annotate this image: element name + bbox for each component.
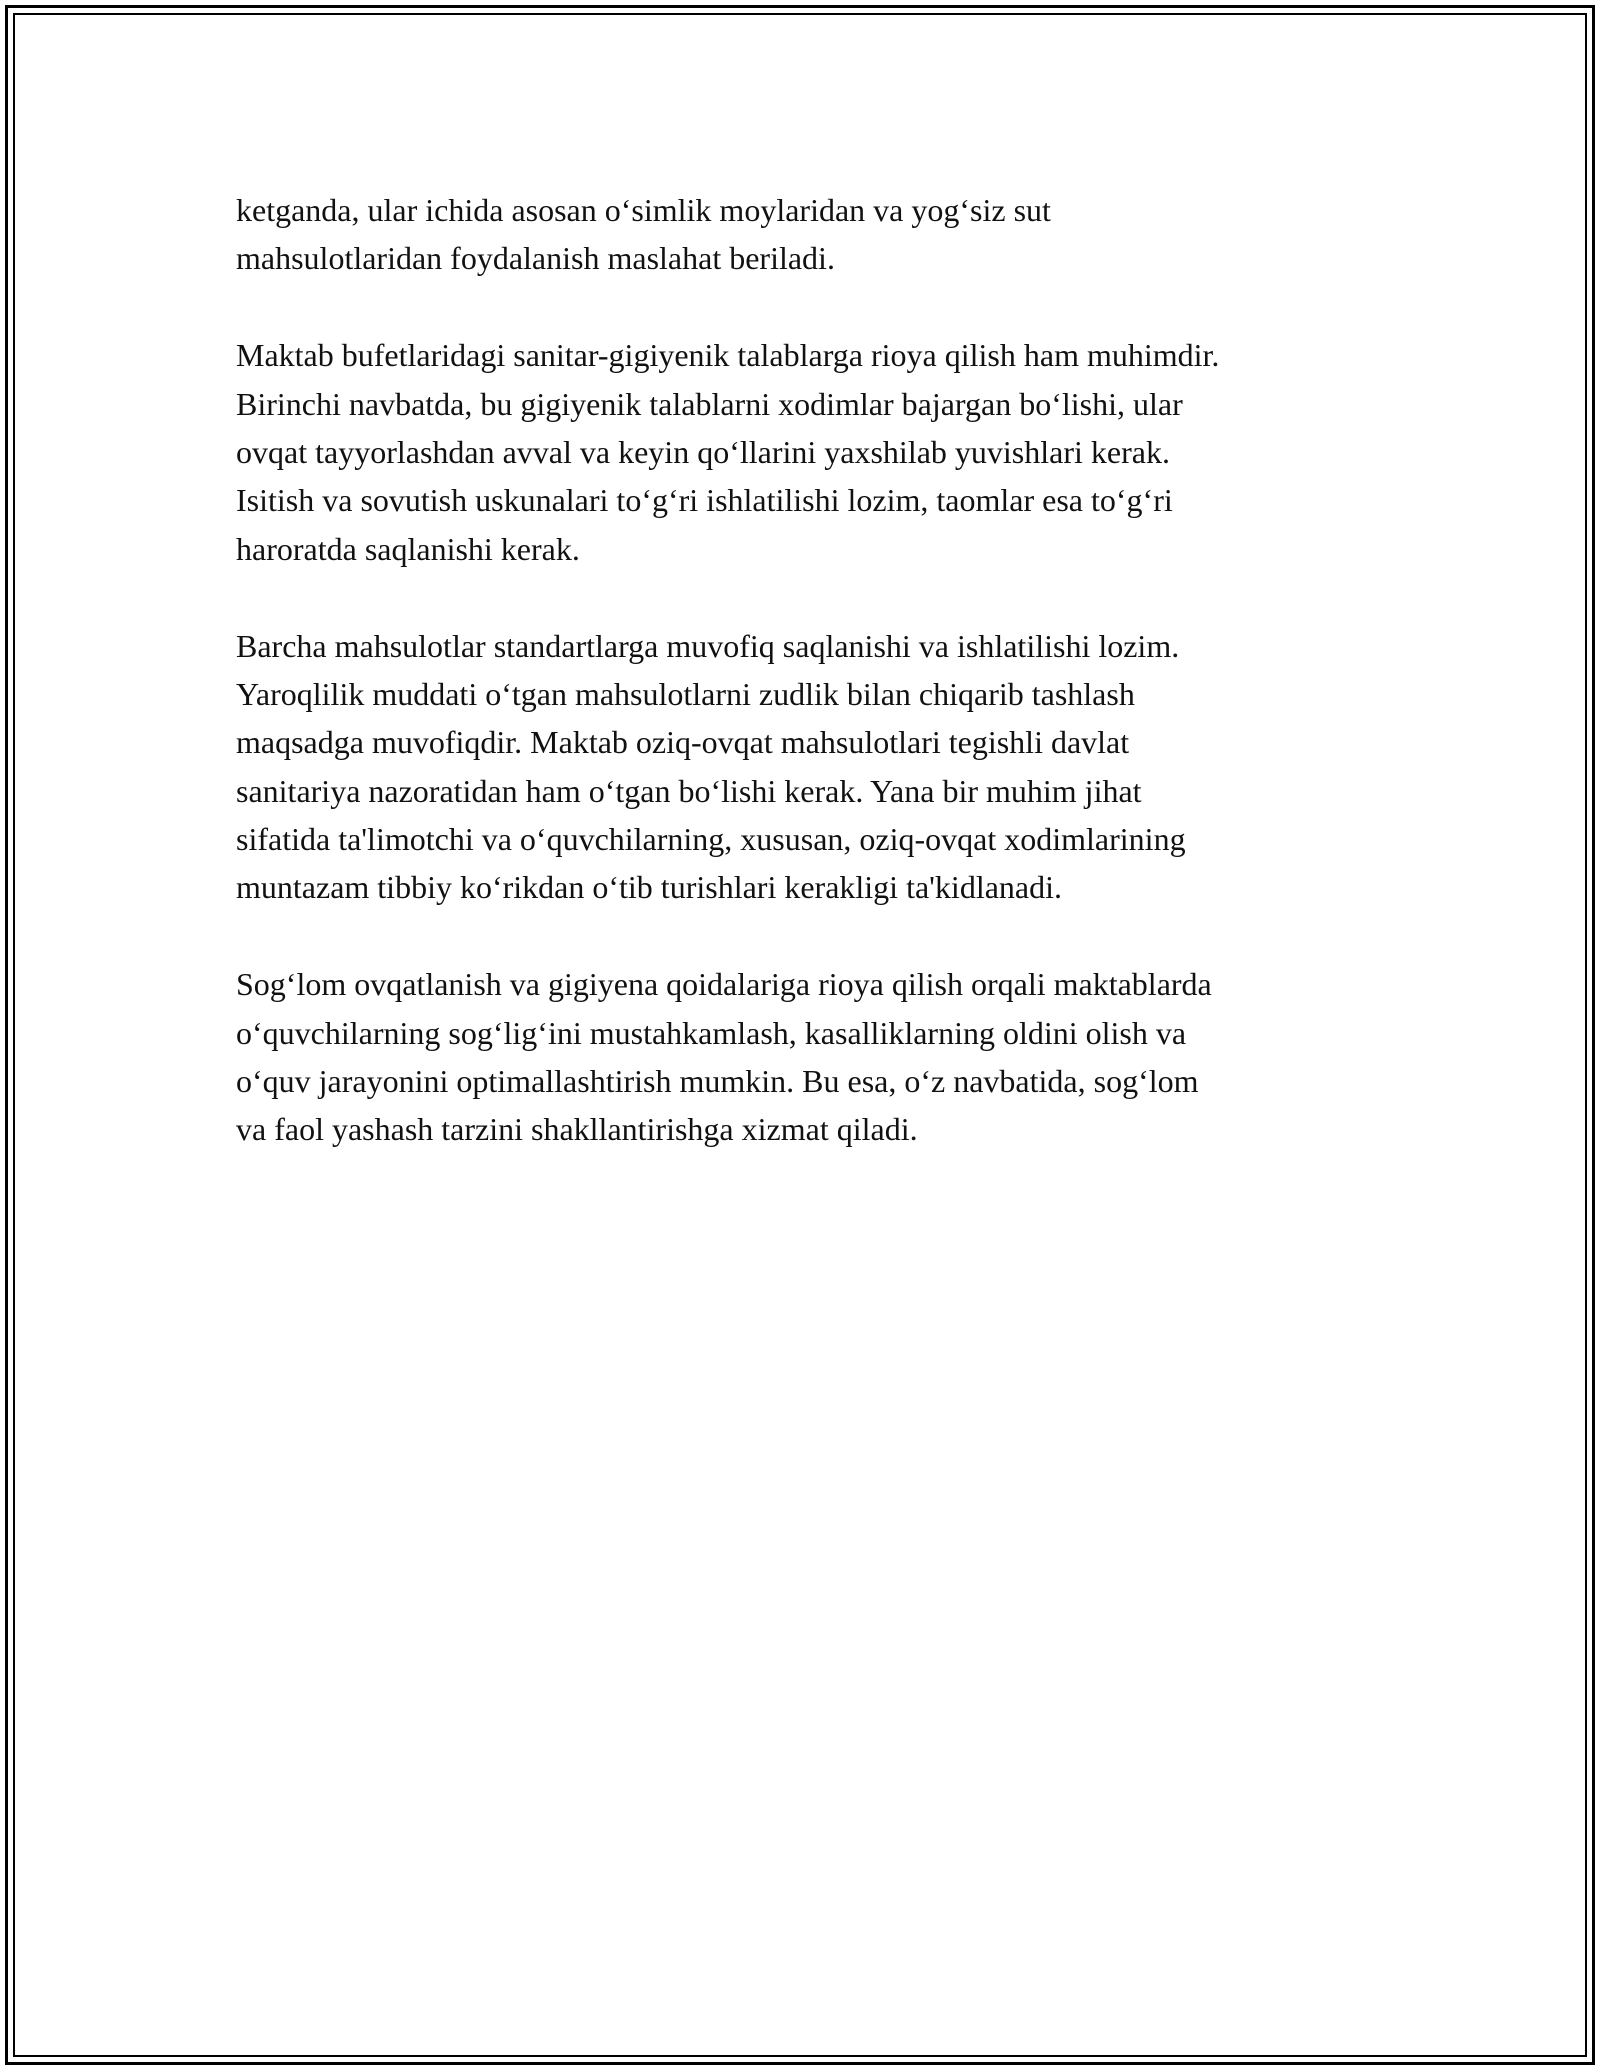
text-line: Birinchi navbatda, bu gigiyenik talablarni xodimlar bajargan bo‘lishi, ular bbox=[236, 385, 1183, 422]
paragraph-4 bbox=[236, 960, 1426, 1154]
text-line: haroratda saqlanishi kerak. bbox=[236, 530, 580, 567]
paragraph-2 bbox=[236, 331, 1426, 573]
text-line: Maktab bufetlaridagi sanitar-gigiyenik talablarga rioya qilish ham muhimdir. bbox=[236, 337, 1220, 374]
paragraph-1 bbox=[236, 186, 1426, 283]
text-line: maqsadga muvofiqdir. Maktab oziq-ovqat mahsulotlari tegishli davlat bbox=[236, 724, 1130, 761]
text-line: Isitish va sovutish uskunalari to‘g‘ri ishlatilishi lozim, taomlar esa to‘g‘ri bbox=[236, 482, 1173, 519]
document-body bbox=[236, 186, 1426, 1154]
text-line: o‘quvchilarning sog‘lig‘ini mustahkamlash, kasalliklarning oldini olish va bbox=[236, 1014, 1187, 1051]
text-line: ketganda, ular ichida asosan o‘simlik moylaridan va yog‘siz sut bbox=[236, 192, 1051, 228]
text-line: Sog‘lom ovqatlanish va gigiyena qoidalariga rioya qilish orqali maktablarda bbox=[236, 966, 1212, 1003]
text-line: sifatida ta'limotchi va o‘quvchilarning, xususan, oziq-ovqat xodimlarining bbox=[236, 821, 1186, 858]
text-line: o‘quv jarayonini optimallashtirish mumkin. Bu esa, o‘z navbatida, sog‘lom bbox=[236, 1063, 1199, 1100]
text-line: ovqat tayyorlashdan avval va keyin qo‘llarini yaxshilab yuvishlari kerak. bbox=[236, 433, 1170, 470]
text-line: mahsulotlaridan foydalanish maslahat beriladi. bbox=[236, 240, 835, 277]
text-line: sanitariya nazoratidan ham o‘tgan bo‘lishi kerak. Yana bir muhim jihat bbox=[236, 772, 1142, 809]
text-line: muntazam tibbiy ko‘rikdan o‘tib turishlari kerakligi ta'kidlanadi. bbox=[236, 869, 1062, 906]
text-line: Barcha mahsulotlar standartlarga muvofiq saqlanishi va ishlatilishi lozim. bbox=[236, 627, 1180, 664]
text-line: Yaroqlilik muddati o‘tgan mahsulotlarni zudlik bilan chiqarib tashlash bbox=[236, 675, 1135, 712]
text-line: va faol yashash tarzini shakllantirishga xizmat qiladi. bbox=[236, 1111, 918, 1148]
paragraph-3 bbox=[236, 622, 1426, 912]
